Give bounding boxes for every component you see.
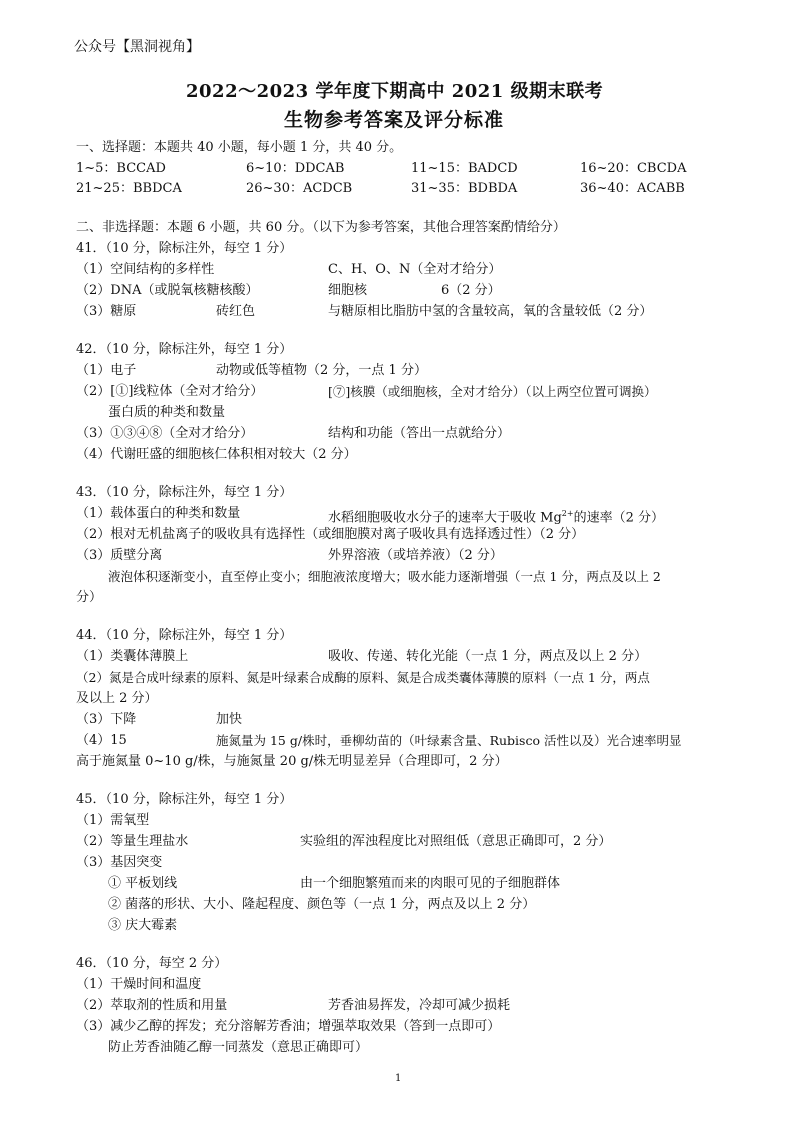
answer-text: （1）需氧型 bbox=[76, 813, 150, 828]
answer-text: 砖红色 bbox=[216, 304, 256, 319]
answer-text: （1）类囊体薄膜上 bbox=[76, 649, 189, 664]
answer-text: 吸收、传递、转化光能（一点 1 分，两点及以上 2 分） bbox=[328, 649, 648, 664]
question-41-heading: 41．（10 分，除标注外，每空 1 分） bbox=[76, 241, 293, 256]
answer-text: 加快 bbox=[216, 712, 243, 727]
answer-text: 与糖原相比脂肪中氢的含量较高，氧的含量较低（2 分） bbox=[328, 304, 653, 319]
answer-text: （2）根对无机盐离子的吸收具有选择性（或细胞膜对离子吸收具有选择透过性）（2 分） bbox=[76, 527, 585, 542]
answer-text: （3）糖原 bbox=[76, 304, 137, 319]
answer-text: 6（2 分） bbox=[441, 283, 501, 298]
answer-text: 液泡体积逐渐变小，直至停止变小；细胞液浓度增大；吸水能力逐渐增强（一点 1 分，两点及以上 2 bbox=[108, 569, 661, 584]
answer-text: （2）等量生理盐水 bbox=[76, 834, 189, 849]
question-42-heading: 42．（10 分，除标注外，每空 1 分） bbox=[76, 342, 293, 357]
answer-text: ③ 庆大霉素 bbox=[108, 918, 178, 933]
answer-text: [⑦]核膜（或细胞核，全对才给分）（以上两空位置可调换） bbox=[328, 384, 657, 399]
question-46-heading: 46．（10 分，每空 2 分） bbox=[76, 956, 228, 971]
answer-text-part: 水稻细胞吸收水分子的速率大于吸收 Mg bbox=[328, 510, 562, 526]
answer-text: 由一个细胞繁殖而来的肉眼可见的子细胞群体 bbox=[300, 876, 561, 891]
answer-text: （4）15 bbox=[76, 733, 127, 748]
answer-text: 施氮量为 15 g/株时，垂柳幼苗的（叶绿素含量、Rubisco 活性以及）光合速率明显 bbox=[216, 733, 682, 748]
answer-range: 21~25：BBDCA bbox=[76, 181, 182, 196]
answer-text: 实验组的浑浊程度比对照组低（意思正确即可，2 分） bbox=[300, 834, 612, 849]
answer-text-part: 的速率（2 分） bbox=[573, 510, 664, 526]
page-title: 2022～2023 学年度下期高中 2021 级期末联考 bbox=[186, 81, 604, 102]
answer-text: （2）[①]线粒体（全对才给分） bbox=[76, 384, 264, 399]
question-43-heading: 43．（10 分，除标注外，每空 1 分） bbox=[76, 485, 293, 500]
page-number: 1 bbox=[395, 1073, 402, 1084]
answer-text: （1）载体蛋白的种类和数量 bbox=[76, 506, 241, 521]
answer-range: 26~30：ACDCB bbox=[246, 181, 353, 196]
ion-charge: 2+ bbox=[561, 509, 574, 518]
answer-text: （3）①③④⑧（全对才给分） bbox=[76, 426, 254, 441]
answer-text: （2）氮是合成叶绿素的原料、氮是叶绿素合成酶的原料、氮是合成类囊体薄膜的原料（一点 1 分，两点 bbox=[76, 670, 650, 685]
answer-text: 外界溶液（或培养液）（2 分） bbox=[328, 548, 503, 563]
answer-text: （4）代谢旺盛的细胞核仁体积相对较大（2 分） bbox=[76, 447, 357, 462]
answer-text: （1）干燥时间和温度 bbox=[76, 977, 202, 992]
answer-range: 16~20：CBCDA bbox=[580, 161, 687, 176]
section2-heading: 二、非选择题：本题 6 小题，共 60 分。（以下为参考答案，其他合理答案酌情给分） bbox=[76, 220, 566, 235]
answer-text: 防止芳香油随乙醇一同蒸发（意思正确即可） bbox=[108, 1040, 369, 1055]
answer-range: 31~35：BDBDA bbox=[411, 181, 518, 196]
answer-text: 分） bbox=[76, 590, 103, 605]
answer-text: 细胞核 bbox=[328, 283, 368, 298]
answer-text: 结构和功能（答出一点就给分） bbox=[328, 426, 511, 441]
answer-text: （3）减少乙醇的挥发；充分溶解芳香油；增强萃取效果（答到一点即可） bbox=[76, 1019, 501, 1034]
answer-text: ② 菌落的形状、大小、隆起程度、颜色等（一点 1 分，两点及以上 2 分） bbox=[108, 897, 536, 912]
answer-text: （2）萃取剂的性质和用量 bbox=[76, 998, 228, 1013]
answer-text bbox=[328, 505, 664, 527]
answer-text: （2）DNA（或脱氧核糖核酸） bbox=[76, 283, 259, 298]
question-45-heading: 45．（10 分，除标注外，每空 1 分） bbox=[76, 792, 293, 807]
answer-text: 动物或低等植物（2 分，一点 1 分） bbox=[216, 363, 427, 378]
answer-text: 高于施氮量 0~10 g/株，与施氮量 20 g/株无明显差异（合理即可，2 分） bbox=[76, 754, 508, 769]
question-44-heading: 44．（10 分，除标注外，每空 1 分） bbox=[76, 628, 293, 643]
answer-text: 蛋白质的种类和数量 bbox=[108, 405, 226, 420]
answer-range: 1~5：BCCAD bbox=[76, 161, 166, 176]
answer-text: （1）空间结构的多样性 bbox=[76, 262, 215, 277]
answer-text: 及以上 2 分） bbox=[76, 691, 158, 706]
answer-range: 11~15：BADCD bbox=[411, 161, 518, 176]
answer-text: （3）基因突变 bbox=[76, 855, 163, 870]
page-subtitle: 生物参考答案及评分标准 bbox=[284, 109, 505, 131]
answer-text: （1）电子 bbox=[76, 363, 137, 378]
answer-range: 36~40：ACABB bbox=[580, 181, 685, 196]
header-note: 公众号【黑洞视角】 bbox=[74, 39, 200, 55]
section1-heading: 一、选择题：本题共 40 小题，每小题 1 分，共 40 分。 bbox=[76, 140, 403, 155]
answer-text: （3）质壁分离 bbox=[76, 548, 163, 563]
answer-text: ① 平板划线 bbox=[108, 876, 178, 891]
answer-text: C、H、O、N（全对才给分） bbox=[328, 262, 502, 277]
answer-text: 芳香油易挥发，冷却可减少损耗 bbox=[328, 998, 511, 1013]
answer-text: （3）下降 bbox=[76, 712, 137, 727]
answer-range: 6~10：DDCAB bbox=[246, 161, 345, 176]
